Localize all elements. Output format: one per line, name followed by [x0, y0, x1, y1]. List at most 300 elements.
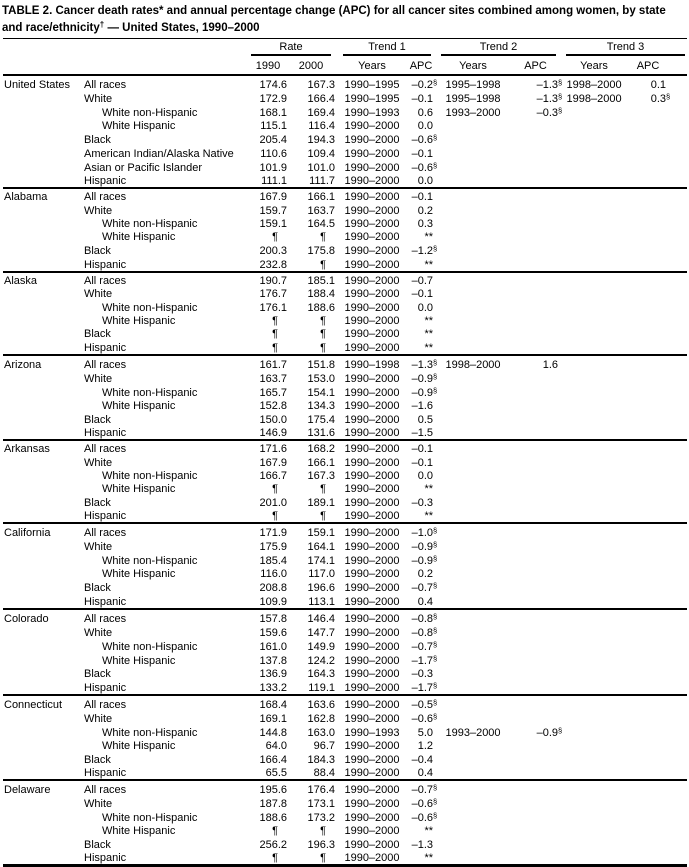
table-title-text: TABLE 2. Cancer death rates* and annual percentage change (APC) for all cancer sites combined among women, by state and race/ethnicity: [2, 5, 666, 34]
trend2-apc-cell: –0.9§: [536, 725, 563, 739]
race-cell: White non-Hispanic: [102, 218, 198, 231]
trend2-years-cell: [433, 509, 513, 523]
trend2-years-cell: [433, 314, 513, 327]
trend3-apc-cell: [630, 119, 687, 132]
trend2-years-cell: [433, 594, 513, 608]
rate-2000-cell: ¶: [320, 509, 326, 522]
trend3-apc-cell: [630, 711, 687, 725]
trend1-years-cell: 1990–2000: [344, 509, 400, 522]
trend2-apc-cell: [513, 523, 558, 539]
rate-1990-cell: 110.6: [260, 147, 287, 160]
race-cell: Black: [84, 496, 111, 509]
trend1-years-cell: 1990–2000: [344, 120, 400, 133]
rate-1990-cell: 171.9: [249, 523, 287, 539]
table-row: [3, 188, 687, 203]
trend2-years-cell: [433, 482, 513, 495]
state-cell: Alabama: [3, 188, 83, 203]
trend3-apc-cell: [630, 553, 687, 567]
trend1-apc-cell: –0.7§: [411, 639, 438, 653]
trend1-years-cell: 1990–2000: [344, 245, 400, 258]
trend3-apc-cell: [630, 243, 687, 257]
table-row: [3, 653, 687, 667]
table-row: [3, 509, 687, 523]
trend3-years-cell: [558, 482, 630, 495]
rate-2000-cell: 189.1: [307, 496, 335, 509]
trend1-years-cell: 1990–2000: [344, 626, 400, 639]
trend1-years-cell: 1990–2000: [335, 440, 409, 455]
state-cell: Arkansas: [3, 440, 83, 455]
table-row: [3, 132, 687, 146]
table-row: [3, 837, 687, 850]
trend2-years-cell: [433, 639, 513, 653]
trend2-apc-cell: [513, 469, 558, 482]
trend3-apc-cell: [630, 509, 687, 523]
rate-1990-cell: 176.1: [259, 301, 287, 314]
rate-2000-cell: 124.2: [307, 654, 335, 667]
trend3-apc-cell: [630, 371, 687, 385]
col-group-trend2: [433, 39, 558, 57]
col-header-trend1-years: Years: [335, 56, 409, 75]
trend3-years-cell: [558, 609, 630, 625]
rate-1990-cell: 159.6: [259, 626, 287, 639]
trend2-years-cell: [433, 385, 513, 399]
trend3-years-cell: [558, 119, 630, 132]
trend1-apc-cell: **: [424, 341, 434, 354]
trend2-apc-cell: [513, 203, 558, 216]
trend1-years-cell: 1990–2000: [344, 175, 400, 188]
rate-2000-cell: ¶: [320, 852, 326, 864]
trend1-years-cell: 1990–2000: [344, 231, 400, 244]
trend3-years-cell: [558, 851, 630, 866]
rate-1990-cell: ¶: [272, 341, 278, 354]
state-cell: Arizona: [3, 355, 83, 371]
state-cell: [3, 243, 83, 257]
trend2-apc-cell: [513, 553, 558, 567]
col-header-1990: 1990: [249, 56, 287, 75]
rate-2000-cell: 166.1: [287, 188, 335, 203]
trend1-years-cell: 1990–2000: [344, 386, 400, 399]
race-cell: White: [84, 456, 113, 469]
state-cell: [3, 426, 83, 440]
trend3-apc-cell: [630, 851, 687, 866]
trend3-apc-cell: [630, 146, 687, 159]
trend2-apc-cell: [513, 455, 558, 468]
trend1-years-cell: 1990–2000: [344, 554, 400, 567]
trend2-apc-cell: [513, 243, 558, 257]
rate-1990-cell: ¶: [272, 852, 278, 864]
rate-2000-cell: 175.8: [307, 245, 335, 258]
rate-1990-cell: 64.0: [265, 740, 287, 753]
table-row: [3, 851, 687, 866]
trend2-apc-cell: 1.6: [513, 355, 558, 371]
trend2-years-cell: [433, 340, 513, 354]
rate-2000-cell: 154.1: [307, 386, 335, 399]
rate-2000-cell: 185.1: [287, 272, 335, 287]
trend3-years-cell: [558, 203, 630, 216]
trend1-apc-cell: –0.3: [411, 496, 434, 509]
race-cell: White Hispanic: [102, 740, 176, 753]
race-cell: Black: [84, 753, 111, 766]
trend2-years-cell: [433, 837, 513, 850]
rate-1990-cell: 165.7: [259, 386, 287, 399]
trend2-years-cell: [433, 752, 513, 765]
col-group-trend1: [335, 39, 433, 57]
rate-2000-cell: 194.3: [307, 134, 335, 147]
trend3-apc-cell: [630, 327, 687, 340]
trend1-years-cell: 1990–2000: [344, 640, 400, 653]
rate-1990-cell: 137.8: [259, 654, 287, 667]
state-cell: [3, 837, 83, 850]
trend1-apc-cell: –0.8§: [411, 625, 438, 639]
trend1-years-cell: 1990–2000: [344, 825, 400, 838]
trend3-years-cell: [558, 667, 630, 680]
race-cell: All races: [83, 355, 249, 371]
trend1-apc-cell: –0.1: [409, 440, 433, 455]
trend2-years-cell: [433, 217, 513, 230]
race-cell: Hispanic: [84, 681, 127, 694]
trend1-apc-cell: –1.3: [411, 838, 434, 851]
race-cell: All races: [83, 523, 249, 539]
header-spacer-race2: [83, 56, 249, 75]
table-row: [3, 327, 687, 340]
trend3-apc-cell: [630, 625, 687, 639]
trend1-years-cell: 1990–2000: [344, 315, 400, 328]
trend2-apc-cell: [513, 567, 558, 580]
rate-2000-cell: 196.6: [307, 582, 335, 595]
race-cell: Black: [84, 582, 111, 595]
trend2-years-cell: [433, 426, 513, 440]
table-row: [3, 230, 687, 243]
trend2-apc-cell: [513, 440, 558, 455]
race-cell: Black: [84, 413, 111, 426]
col-group-trend1-label: Trend 1: [343, 39, 431, 56]
trend3-apc-cell: [630, 780, 687, 796]
trend3-apc-cell: [630, 739, 687, 752]
trend3-apc-cell: [630, 257, 687, 271]
trend2-years-cell: [433, 203, 513, 216]
trend1-years-cell: 1990–2000: [344, 456, 400, 469]
trend1-years-cell: 1990–2000: [344, 204, 400, 217]
rate-1990-cell: 168.1: [259, 107, 287, 119]
trend2-years-cell: [433, 230, 513, 243]
race-cell: All races: [83, 695, 249, 711]
trend2-years-cell: [433, 539, 513, 553]
trend2-years-cell: 1993–2000: [445, 107, 501, 119]
trend3-years-cell: [558, 385, 630, 399]
rate-1990-cell: 188.6: [259, 811, 287, 824]
trend2-apc-cell: [513, 625, 558, 639]
rate-1990-cell: 163.7: [259, 372, 287, 385]
rate-2000-cell: 188.4: [307, 288, 335, 301]
trend3-years-cell: [558, 796, 630, 810]
trend3-years-cell: [558, 188, 630, 203]
trend3-years-cell: [558, 780, 630, 796]
trend3-apc-cell: [630, 300, 687, 313]
trend2-apc-cell: [513, 412, 558, 425]
trend3-apc-cell: [630, 455, 687, 468]
trend3-years-cell: [558, 680, 630, 695]
trend2-years-cell: [433, 412, 513, 425]
trend1-apc-cell: 0.2: [417, 568, 434, 581]
table-row: [3, 272, 687, 287]
table-row: [3, 495, 687, 508]
rate-2000-cell: 196.3: [307, 838, 335, 851]
race-cell: Hispanic: [84, 595, 127, 608]
trend1-apc-cell: –0.1: [411, 288, 434, 301]
trend3-apc-cell: [630, 680, 687, 695]
rate-1990-cell: 176.7: [259, 288, 287, 301]
trend1-apc-cell: –0.9§: [411, 539, 438, 553]
trend2-years-cell: [433, 371, 513, 385]
trend3-apc-cell: [630, 160, 687, 174]
col-header-trend2-apc: APC: [513, 56, 558, 75]
table-row: [3, 639, 687, 653]
rate-2000-cell: 173.1: [307, 797, 335, 810]
rate-2000-cell: 164.1: [307, 540, 335, 553]
table-row: [3, 300, 687, 313]
trend1-apc-cell: –1.2§: [411, 244, 438, 258]
race-cell: All races: [83, 188, 249, 203]
race-cell: All races: [83, 609, 249, 625]
col-header-2000: 2000: [287, 56, 335, 75]
state-cell: [3, 91, 83, 105]
race-cell: White: [84, 712, 113, 725]
trend1-apc-cell: –0.7: [409, 272, 433, 287]
trend3-apc-cell: [630, 752, 687, 765]
col-header-trend2-years: Years: [433, 56, 513, 75]
race-cell: Hispanic: [84, 258, 127, 271]
race-cell: White Hispanic: [102, 568, 176, 581]
race-cell: All races: [83, 440, 249, 455]
trend1-apc-cell: –1.7§: [411, 653, 438, 667]
trend1-apc-cell: 1.2: [417, 740, 434, 753]
trend3-apc-cell: [630, 594, 687, 608]
rate-1990-cell: 169.1: [259, 712, 287, 725]
trend2-years-cell: [433, 580, 513, 594]
table-row: [3, 440, 687, 455]
rate-1990-cell: 65.5: [265, 766, 287, 779]
trend1-apc-cell: 0.0: [417, 120, 434, 133]
trend3-years-cell: [558, 257, 630, 271]
state-cell: [3, 739, 83, 752]
rate-2000-cell: 147.7: [307, 626, 335, 639]
trend3-apc-cell: [630, 105, 687, 119]
trend3-apc-cell: [630, 482, 687, 495]
table-row: [3, 287, 687, 300]
trend3-apc-cell: [630, 695, 687, 711]
table-row: [3, 340, 687, 354]
state-cell: [3, 509, 83, 523]
trend3-apc-cell: [630, 580, 687, 594]
trend2-apc-cell: [513, 580, 558, 594]
trend3-apc-cell: [630, 837, 687, 850]
table-row: [3, 160, 687, 174]
state-cell: [3, 553, 83, 567]
state-cell: Delaware: [3, 780, 83, 796]
table-row: [3, 553, 687, 567]
trend1-years-cell: 1990–2000: [344, 426, 400, 439]
race-cell: Hispanic: [84, 509, 127, 522]
trend3-years-cell: [558, 469, 630, 482]
trend3-years-cell: [558, 314, 630, 327]
trend3-apc-cell: [630, 203, 687, 216]
state-cell: [3, 174, 83, 188]
trend3-apc-cell: [630, 340, 687, 354]
trend3-apc-cell: [630, 725, 687, 739]
trend2-years-cell: [433, 440, 513, 455]
rate-1990-cell: 101.9: [259, 161, 287, 174]
state-cell: [3, 217, 83, 230]
header-sub-row: [3, 56, 687, 75]
table-row: [3, 243, 687, 257]
rate-1990-cell: 201.0: [259, 496, 287, 509]
rate-1990-cell: ¶: [272, 328, 278, 341]
trend1-apc-cell: 0.2: [417, 204, 434, 217]
trend2-apc-cell: [513, 739, 558, 752]
trend3-years-cell: [558, 752, 630, 765]
table-row: [3, 91, 687, 105]
trend2-years-cell: [433, 327, 513, 340]
trend1-years-cell: 1990–2000: [344, 740, 400, 753]
rate-2000-cell: 166.1: [307, 456, 335, 469]
rate-1990-cell: 187.8: [259, 797, 287, 810]
trend3-years-cell: [558, 355, 630, 371]
table-body: [3, 75, 687, 866]
rate-2000-cell: 101.0: [307, 161, 335, 174]
race-cell: White: [84, 626, 113, 639]
race-cell: Hispanic: [84, 852, 127, 864]
trend1-apc-cell: –0.1: [411, 147, 434, 160]
trend1-years-cell: 1990–2000: [344, 328, 400, 341]
trend1-years-cell: 1990–2000: [335, 780, 409, 796]
table-row: [3, 174, 687, 188]
trend2-apc-cell: [513, 385, 558, 399]
trend3-years-cell: [558, 495, 630, 508]
trend2-apc-cell: [513, 160, 558, 174]
table-row: [3, 385, 687, 399]
trend1-apc-cell: 0.4: [417, 766, 434, 779]
rate-1990-cell: ¶: [272, 509, 278, 522]
trend3-years-cell: [558, 272, 630, 287]
trend3-years-cell: [558, 160, 630, 174]
rate-2000-cell: 131.6: [307, 426, 335, 439]
table-row: [3, 412, 687, 425]
col-header-trend1-apc: APC: [409, 56, 433, 75]
state-cell: [3, 399, 83, 412]
table-row: [3, 796, 687, 810]
state-cell: [3, 639, 83, 653]
rate-2000-cell: ¶: [320, 315, 326, 328]
trend2-years-cell: [433, 287, 513, 300]
trend2-years-cell: 1995–1998: [433, 75, 513, 91]
table-row: [3, 119, 687, 132]
rate-2000-cell: 176.4: [287, 780, 335, 796]
trend2-apc-cell: [513, 272, 558, 287]
trend1-apc-cell: –0.6§: [411, 810, 438, 824]
trend2-years-cell: [433, 146, 513, 159]
state-cell: [3, 455, 83, 468]
trend1-apc-cell: 5.0: [417, 726, 434, 739]
trend2-apc-cell: [513, 426, 558, 440]
table-row: [3, 469, 687, 482]
trend2-years-cell: [433, 523, 513, 539]
race-cell: White: [84, 540, 113, 553]
table-row: [3, 455, 687, 468]
trend3-years-cell: [558, 132, 630, 146]
trend1-apc-cell: –1.0§: [409, 523, 433, 539]
rate-1990-cell: 115.1: [260, 120, 287, 133]
table-row: [3, 203, 687, 216]
trend2-years-cell: [433, 399, 513, 412]
rate-2000-cell: 116.4: [308, 120, 335, 133]
trend2-apc-cell: [513, 680, 558, 695]
trend2-apc-cell: [513, 539, 558, 553]
header-group-row: [3, 39, 687, 57]
race-cell: All races: [83, 780, 249, 796]
trend1-years-cell: 1990–2000: [344, 582, 400, 595]
trend1-years-cell: 1990–2000: [344, 712, 400, 725]
trend1-years-cell: 1990–1995: [344, 93, 400, 105]
trend3-apc-cell: [630, 385, 687, 399]
trend3-years-cell: [558, 146, 630, 159]
trend1-apc-cell: –0.6§: [411, 160, 438, 174]
trend3-years-cell: [558, 837, 630, 850]
col-header-trend3-apc: APC: [630, 56, 687, 75]
trend2-years-cell: [433, 132, 513, 146]
trend3-years-cell: [558, 725, 630, 739]
trend2-years-cell: [433, 667, 513, 680]
race-cell: Hispanic: [84, 426, 127, 439]
table-row: [3, 257, 687, 271]
trend3-apc-cell: 0.3§: [650, 92, 671, 105]
state-cell: California: [3, 523, 83, 539]
trend2-years-cell: [433, 257, 513, 271]
trend2-years-cell: [433, 695, 513, 711]
trend3-years-cell: [558, 440, 630, 455]
trend2-years-cell: [433, 711, 513, 725]
trend3-years-cell: [558, 327, 630, 340]
race-cell: White non-Hispanic: [102, 554, 198, 567]
trend1-apc-cell: –0.4: [411, 753, 434, 766]
trend2-apc-cell: [513, 509, 558, 523]
table-row: [3, 680, 687, 695]
trend1-years-cell: 1990–2000: [344, 540, 400, 553]
col-group-rate-label: Rate: [251, 39, 331, 56]
trend1-apc-cell: –0.7§: [411, 581, 438, 595]
table-row: [3, 399, 687, 412]
rate-1990-cell: 144.8: [259, 726, 287, 739]
table-row: [3, 426, 687, 440]
rate-2000-cell: 109.4: [307, 147, 335, 160]
state-cell: [3, 539, 83, 553]
trend3-years-cell: [558, 371, 630, 385]
trend3-apc-cell: [630, 399, 687, 412]
trend3-apc-cell: [630, 132, 687, 146]
trend1-apc-cell: –0.6§: [411, 133, 438, 147]
trend2-apc-cell: –0.3§: [536, 106, 563, 119]
rate-1990-cell: 159.1: [259, 218, 287, 231]
trend1-years-cell: 1990–2000: [344, 147, 400, 160]
trend1-apc-cell: **: [424, 483, 434, 496]
trend1-apc-cell: –0.6§: [411, 796, 438, 810]
table-row: [3, 567, 687, 580]
state-cell: [3, 482, 83, 495]
trend1-years-cell: 1990–1993: [344, 107, 400, 119]
state-cell: [3, 160, 83, 174]
trend2-years-cell: [433, 567, 513, 580]
trend3-years-cell: [558, 810, 630, 824]
rate-2000-cell: ¶: [320, 258, 326, 271]
